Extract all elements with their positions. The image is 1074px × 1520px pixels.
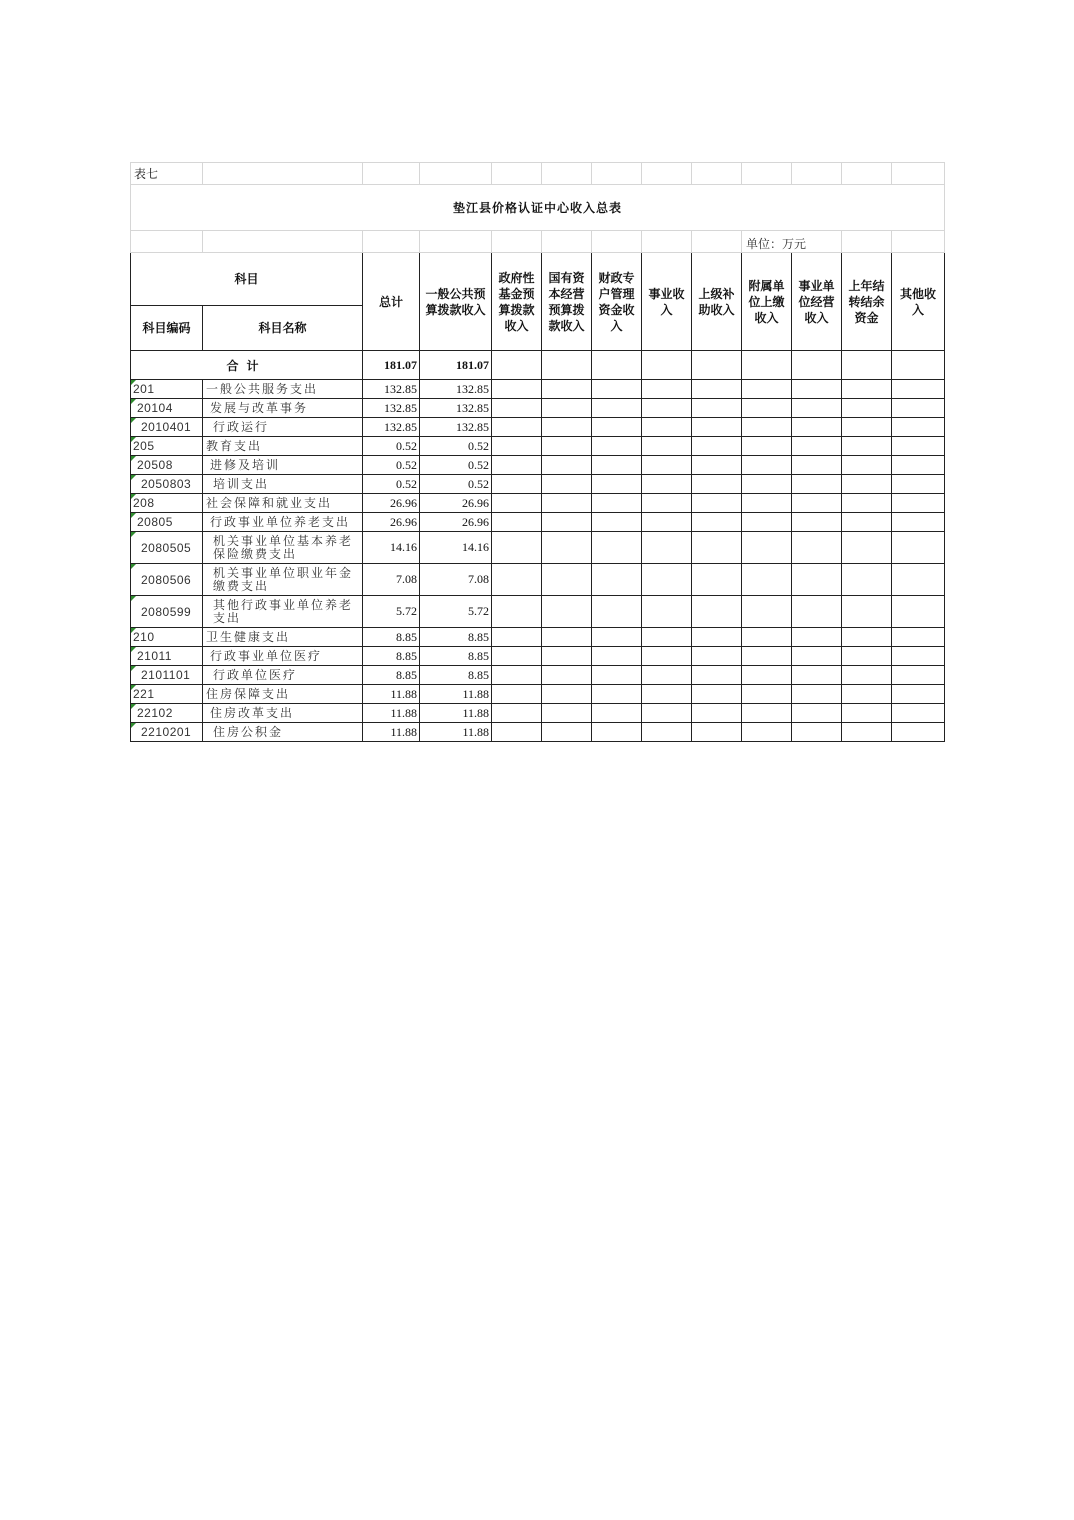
empty-cell <box>842 418 892 437</box>
empty-cell <box>492 628 542 647</box>
empty-cell <box>692 685 742 704</box>
table-row <box>131 666 945 685</box>
row-general-budget: 7.08 <box>420 564 492 596</box>
table-row <box>131 564 945 596</box>
empty-cell <box>842 513 892 532</box>
table-row <box>131 437 945 456</box>
row-code: 2050803 <box>131 475 203 494</box>
empty-cell <box>892 532 945 564</box>
row-total: 132.85 <box>363 380 420 399</box>
empty-cell <box>842 685 892 704</box>
empty-cell <box>692 380 742 399</box>
row-general-budget: 26.96 <box>420 494 492 513</box>
header-state-capital: 国有资本经营预算拨款收入 <box>542 253 592 351</box>
row-total: 26.96 <box>363 513 420 532</box>
empty-cell <box>892 628 945 647</box>
empty-cell <box>692 437 742 456</box>
row-general-budget: 8.85 <box>420 628 492 647</box>
row-name: 行政运行 <box>203 418 363 437</box>
table-row <box>131 647 945 666</box>
empty-cell <box>592 532 642 564</box>
empty-cell <box>742 685 792 704</box>
empty-cell <box>492 666 542 685</box>
row-total: 5.72 <box>363 596 420 628</box>
empty-cell <box>592 494 642 513</box>
row-name: 机关事业单位职业年金缴费支出 <box>203 564 363 596</box>
empty-cell <box>642 399 692 418</box>
row-name: 社会保障和就业支出 <box>203 494 363 513</box>
row-general-budget: 132.85 <box>420 418 492 437</box>
empty-cell <box>842 564 892 596</box>
empty-cell <box>892 418 945 437</box>
empty-cell <box>792 513 842 532</box>
empty-cell <box>742 666 792 685</box>
header-superior-subsidy: 上级补助收入 <box>692 253 742 351</box>
empty-cell <box>492 475 542 494</box>
empty-cell <box>542 647 592 666</box>
empty-cell <box>692 513 742 532</box>
empty-cell <box>692 418 742 437</box>
empty-cell <box>892 704 945 723</box>
empty-cell <box>842 532 892 564</box>
table-row <box>131 532 945 564</box>
row-name: 行政事业单位养老支出 <box>203 513 363 532</box>
empty-cell <box>742 456 792 475</box>
row-general-budget: 0.52 <box>420 475 492 494</box>
row-general-budget: 5.72 <box>420 596 492 628</box>
empty-cell <box>842 704 892 723</box>
empty-cell <box>892 647 945 666</box>
empty-cell <box>792 666 842 685</box>
header-subject-name: 科目名称 <box>203 306 363 351</box>
empty-cell <box>692 475 742 494</box>
empty-cell <box>592 380 642 399</box>
empty-cell <box>642 513 692 532</box>
empty-cell <box>892 475 945 494</box>
empty-cell <box>492 494 542 513</box>
table-row <box>131 685 945 704</box>
empty-cell <box>592 513 642 532</box>
table-row <box>131 494 945 513</box>
empty-cell <box>892 456 945 475</box>
empty-cell <box>542 494 592 513</box>
empty-cell <box>892 685 945 704</box>
empty-cell <box>892 723 945 742</box>
empty-cell <box>742 704 792 723</box>
empty-cell <box>642 704 692 723</box>
empty-cell <box>492 456 542 475</box>
row-total: 0.52 <box>363 437 420 456</box>
header-total: 总计 <box>363 253 420 351</box>
unit-label: 单位：万元 <box>742 231 842 253</box>
empty-cell <box>492 596 542 628</box>
row-total: 26.96 <box>363 494 420 513</box>
empty-cell <box>842 437 892 456</box>
header-subject-code: 科目编码 <box>131 306 203 351</box>
row-total: 0.52 <box>363 456 420 475</box>
empty-cell <box>692 596 742 628</box>
empty-cell <box>792 475 842 494</box>
row-general-budget: 26.96 <box>420 513 492 532</box>
empty-cell <box>892 596 945 628</box>
row-name: 培训支出 <box>203 475 363 494</box>
empty-cell <box>792 704 842 723</box>
empty-cell <box>792 647 842 666</box>
row-general-budget: 8.85 <box>420 647 492 666</box>
row-name: 行政事业单位医疗 <box>203 647 363 666</box>
totals-general-budget: 181.07 <box>420 351 492 380</box>
totals-row <box>131 351 945 380</box>
empty-cell <box>492 437 542 456</box>
empty-cell <box>842 647 892 666</box>
empty-cell <box>592 399 642 418</box>
empty-cell <box>542 704 592 723</box>
page-title: 垫江县价格认证中心收入总表 <box>131 185 945 231</box>
table-row <box>131 475 945 494</box>
row-general-budget: 11.88 <box>420 685 492 704</box>
empty-cell <box>692 399 742 418</box>
table-row <box>131 596 945 628</box>
row-code: 22102 <box>131 704 203 723</box>
empty-cell <box>742 475 792 494</box>
row-general-budget: 0.52 <box>420 456 492 475</box>
empty-cell <box>842 399 892 418</box>
row-total: 8.85 <box>363 666 420 685</box>
row-name: 发展与改革事务 <box>203 399 363 418</box>
row-general-budget: 132.85 <box>420 399 492 418</box>
empty-cell <box>542 564 592 596</box>
table-row <box>131 628 945 647</box>
empty-cell <box>642 647 692 666</box>
empty-cell <box>542 666 592 685</box>
empty-cell <box>542 399 592 418</box>
header-subject: 科目 <box>131 253 363 306</box>
row-code: 201 <box>131 380 203 399</box>
row-name: 一般公共服务支出 <box>203 380 363 399</box>
table-row <box>131 704 945 723</box>
empty-cell <box>842 380 892 399</box>
row-total: 11.88 <box>363 685 420 704</box>
empty-cell <box>542 380 592 399</box>
empty-cell <box>692 628 742 647</box>
empty-cell <box>792 723 842 742</box>
empty-cell <box>642 628 692 647</box>
empty-cell <box>642 596 692 628</box>
empty-cell <box>742 380 792 399</box>
empty-cell <box>892 666 945 685</box>
empty-cell <box>742 628 792 647</box>
row-total: 14.16 <box>363 532 420 564</box>
header-affiliated-income: 附属单位上缴收入 <box>742 253 792 351</box>
empty-cell <box>542 596 592 628</box>
row-code: 20104 <box>131 399 203 418</box>
empty-cell <box>642 564 692 596</box>
empty-cell <box>642 666 692 685</box>
table-row <box>131 456 945 475</box>
header-gov-fund: 政府性基金预算拨款收入 <box>492 253 542 351</box>
empty-cell <box>592 685 642 704</box>
row-total: 132.85 <box>363 418 420 437</box>
empty-cell <box>592 475 642 494</box>
empty-cell <box>792 418 842 437</box>
header-general-budget: 一般公共预算拨款收入 <box>420 253 492 351</box>
empty-cell <box>742 647 792 666</box>
empty-cell <box>592 628 642 647</box>
row-code: 21011 <box>131 647 203 666</box>
row-code: 2101101 <box>131 666 203 685</box>
empty-cell <box>792 532 842 564</box>
empty-cell <box>792 456 842 475</box>
empty-cell <box>542 456 592 475</box>
empty-cell <box>742 437 792 456</box>
empty-cell <box>792 685 842 704</box>
row-name: 其他行政事业单位养老支出 <box>203 596 363 628</box>
row-name: 行政单位医疗 <box>203 666 363 685</box>
empty-cell <box>792 380 842 399</box>
table-row <box>131 380 945 399</box>
empty-cell <box>642 532 692 564</box>
empty-cell <box>792 494 842 513</box>
empty-cell <box>742 532 792 564</box>
row-total: 0.52 <box>363 475 420 494</box>
row-general-budget: 132.85 <box>420 380 492 399</box>
header-carryover: 上年结转结余资金 <box>842 253 892 351</box>
empty-cell <box>842 666 892 685</box>
empty-cell <box>842 494 892 513</box>
row-total: 11.88 <box>363 704 420 723</box>
empty-cell <box>592 456 642 475</box>
empty-cell <box>792 596 842 628</box>
empty-cell <box>542 513 592 532</box>
empty-cell <box>592 647 642 666</box>
empty-cell <box>792 628 842 647</box>
income-summary-table <box>130 162 945 742</box>
row-general-budget: 8.85 <box>420 666 492 685</box>
empty-cell <box>542 418 592 437</box>
table-label: 表七 <box>131 163 203 185</box>
row-total: 7.08 <box>363 564 420 596</box>
row-code: 20805 <box>131 513 203 532</box>
empty-cell <box>792 564 842 596</box>
empty-cell <box>792 399 842 418</box>
empty-cell <box>742 399 792 418</box>
empty-cell <box>492 532 542 564</box>
empty-cell <box>642 685 692 704</box>
empty-cell <box>892 437 945 456</box>
empty-cell <box>742 596 792 628</box>
row-code: 2210201 <box>131 723 203 742</box>
empty-cell <box>492 380 542 399</box>
row-total: 132.85 <box>363 399 420 418</box>
row-name: 机关事业单位基本养老保险缴费支出 <box>203 532 363 564</box>
row-code: 2080505 <box>131 532 203 564</box>
empty-cell <box>692 704 742 723</box>
empty-cell <box>792 437 842 456</box>
empty-cell <box>692 456 742 475</box>
empty-cell <box>642 494 692 513</box>
row-code: 210 <box>131 628 203 647</box>
empty-cell <box>592 596 642 628</box>
empty-cell <box>492 399 542 418</box>
empty-cell <box>842 723 892 742</box>
empty-cell <box>642 475 692 494</box>
row-name: 卫生健康支出 <box>203 628 363 647</box>
empty-cell <box>692 532 742 564</box>
empty-cell <box>542 532 592 564</box>
row-code: 221 <box>131 685 203 704</box>
row-total: 8.85 <box>363 628 420 647</box>
empty-cell <box>692 494 742 513</box>
empty-cell <box>592 418 642 437</box>
empty-cell <box>492 513 542 532</box>
row-name: 教育支出 <box>203 437 363 456</box>
empty-cell <box>742 723 792 742</box>
header-business-income: 事业收入 <box>642 253 692 351</box>
row-code: 20508 <box>131 456 203 475</box>
empty-cell <box>742 494 792 513</box>
empty-cell <box>542 475 592 494</box>
empty-cell <box>592 564 642 596</box>
row-total: 11.88 <box>363 723 420 742</box>
empty-cell <box>842 475 892 494</box>
header-special-account: 财政专户管理资金收入 <box>592 253 642 351</box>
row-general-budget: 14.16 <box>420 532 492 564</box>
empty-cell <box>892 380 945 399</box>
table-row <box>131 399 945 418</box>
empty-cell <box>742 418 792 437</box>
row-total: 8.85 <box>363 647 420 666</box>
row-code: 208 <box>131 494 203 513</box>
empty-cell <box>492 723 542 742</box>
row-general-budget: 0.52 <box>420 437 492 456</box>
empty-cell <box>892 513 945 532</box>
table-row <box>131 723 945 742</box>
empty-cell <box>692 564 742 596</box>
row-code: 2080599 <box>131 596 203 628</box>
empty-cell <box>842 456 892 475</box>
empty-cell <box>692 647 742 666</box>
empty-cell <box>642 418 692 437</box>
row-code: 2010401 <box>131 418 203 437</box>
empty-cell <box>892 399 945 418</box>
empty-cell <box>542 437 592 456</box>
table-row <box>131 418 945 437</box>
row-general-budget: 11.88 <box>420 704 492 723</box>
row-general-budget: 11.88 <box>420 723 492 742</box>
empty-cell <box>892 494 945 513</box>
empty-cell <box>892 564 945 596</box>
empty-cell <box>492 685 542 704</box>
empty-cell <box>642 723 692 742</box>
row-name: 住房保障支出 <box>203 685 363 704</box>
empty-cell <box>642 380 692 399</box>
row-name: 进修及培训 <box>203 456 363 475</box>
header-operating-income: 事业单位经营收入 <box>792 253 842 351</box>
empty-cell <box>692 723 742 742</box>
empty-cell <box>542 685 592 704</box>
empty-cell <box>742 564 792 596</box>
empty-cell <box>542 723 592 742</box>
row-name: 住房公积金 <box>203 723 363 742</box>
totals-label: 合计 <box>131 351 363 380</box>
empty-cell <box>492 647 542 666</box>
empty-cell <box>592 666 642 685</box>
empty-cell <box>542 628 592 647</box>
row-code: 205 <box>131 437 203 456</box>
empty-cell <box>742 513 792 532</box>
row-name: 住房改革支出 <box>203 704 363 723</box>
row-code: 2080506 <box>131 564 203 596</box>
totals-total: 181.07 <box>363 351 420 380</box>
empty-cell <box>592 723 642 742</box>
header-other-income: 其他收入 <box>892 253 945 351</box>
empty-cell <box>842 628 892 647</box>
empty-cell <box>642 456 692 475</box>
empty-cell <box>692 666 742 685</box>
empty-cell <box>492 704 542 723</box>
empty-cell <box>492 418 542 437</box>
empty-cell <box>592 704 642 723</box>
empty-cell <box>642 437 692 456</box>
empty-cell <box>842 596 892 628</box>
table-row <box>131 513 945 532</box>
empty-cell <box>492 564 542 596</box>
empty-cell <box>592 437 642 456</box>
